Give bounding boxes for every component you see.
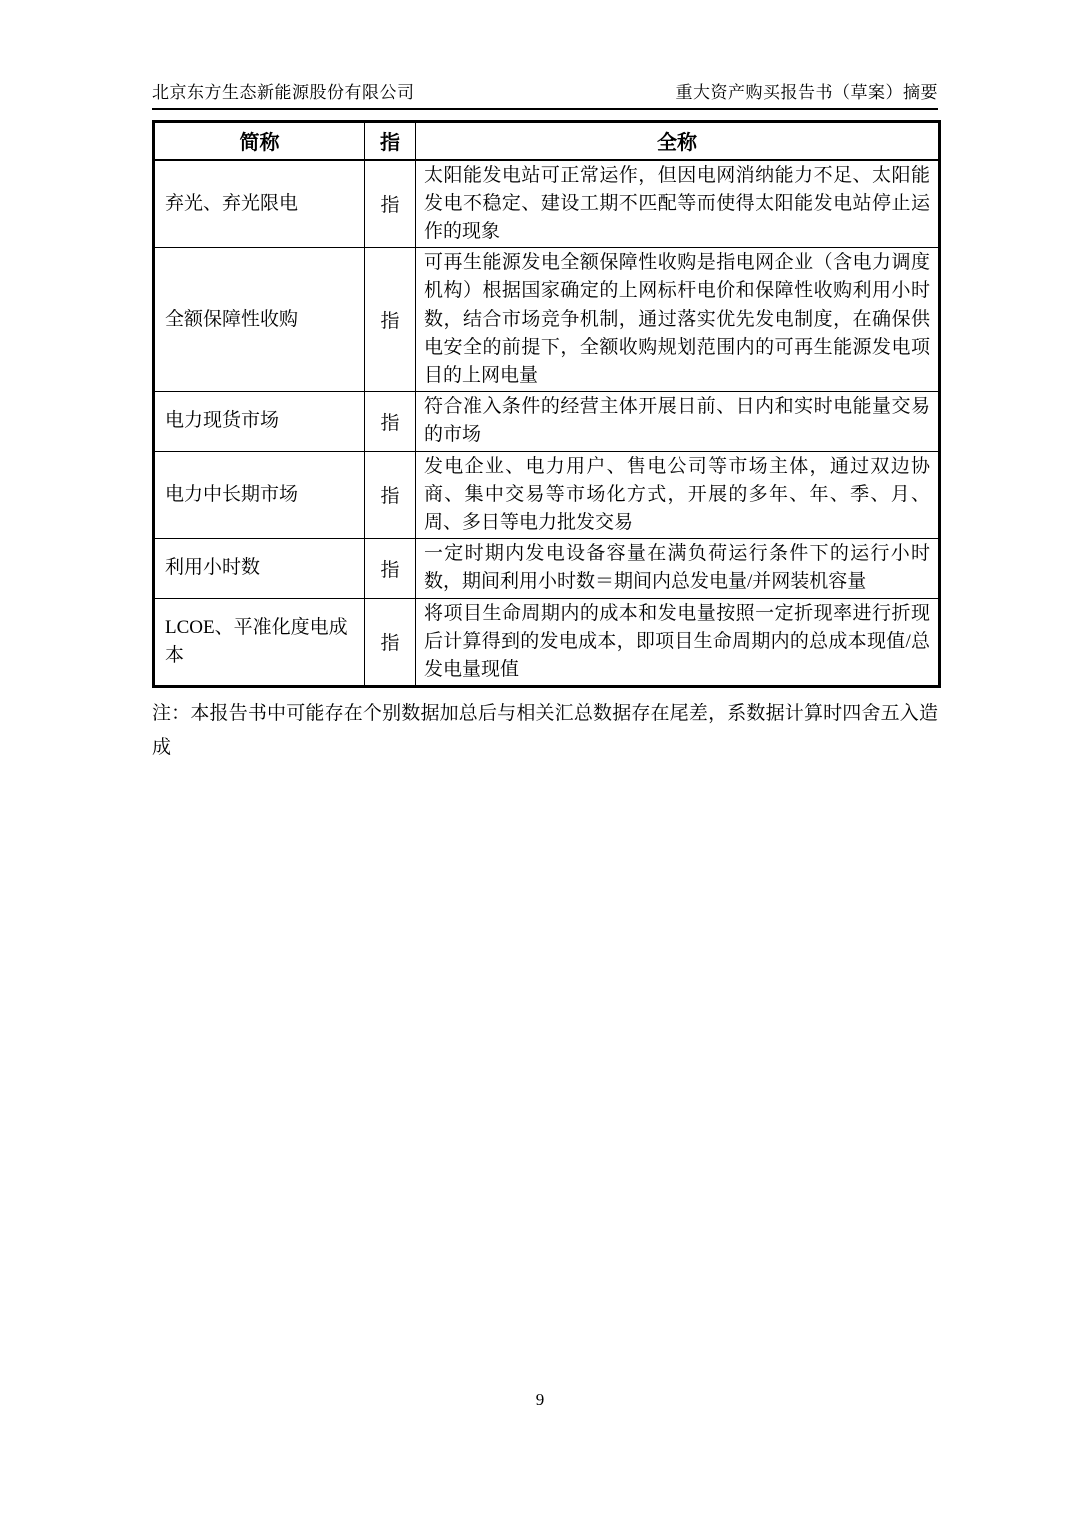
zhi-cell: 指 — [365, 598, 416, 687]
content-area — [152, 78, 938, 765]
definition-cell: 可再生能源发电全额保障性收购是指电网企业（含电力调度机构）根据国家确定的上网标杆电价和保障性收购利用小时数，结合市场竞争机制，通过落实优先发电制度，在确保供电安全的前提下，全额收购规划范围内的可再生能源发电项目的上网电量 — [416, 248, 940, 392]
document-header — [152, 78, 938, 110]
column-header-zhi: 指 — [365, 122, 416, 160]
term-cell: 弃光、弃光限电 — [154, 160, 365, 248]
footnote: 注：本报告书中可能存在个别数据加总后与相关汇总数据存在尾差，系数据计算时四舍五入造成 — [152, 703, 938, 759]
term-cell: 利用小时数 — [154, 539, 365, 598]
term-cell: 电力中长期市场 — [154, 451, 365, 539]
zhi-cell: 指 — [365, 539, 416, 598]
column-header-definition: 全称 — [416, 122, 940, 160]
column-header-term: 简称 — [154, 122, 365, 160]
term-cell: LCOE、平准化度电成本 — [154, 598, 365, 687]
term-cell: 全额保障性收购 — [154, 248, 365, 392]
zhi-cell: 指 — [365, 160, 416, 248]
header-company-name: 北京东方生态新能源股份有限公司 — [152, 83, 415, 102]
table-row — [154, 160, 940, 248]
zhi-cell: 指 — [365, 248, 416, 392]
definition-cell: 一定时期内发电设备容量在满负荷运行条件下的运行小时数，期间利用小时数＝期间内总发电量/并网装机容量 — [416, 539, 940, 598]
term-cell: 电力现货市场 — [154, 392, 365, 451]
zhi-cell: 指 — [365, 451, 416, 539]
definition-cell: 符合准入条件的经营主体开展日前、日内和实时电能量交易的市场 — [416, 392, 940, 451]
table-row — [154, 248, 940, 392]
definitions-table — [152, 120, 941, 688]
definition-cell: 发电企业、电力用户、售电公司等市场主体，通过双边协商、集中交易等市场化方式，开展的多年、年、季、月、周、多日等电力批发交易 — [416, 451, 940, 539]
table-row — [154, 598, 940, 687]
table-row — [154, 451, 940, 539]
table-row — [154, 539, 940, 598]
header-report-title: 重大资产购买报告书（草案）摘要 — [675, 83, 938, 102]
table-row — [154, 392, 940, 451]
definition-cell: 将项目生命周期内的成本和发电量按照一定折现率进行折现后计算得到的发电成本，即项目生命周期内的总成本现值/总发电量现值 — [416, 598, 940, 687]
definition-cell: 太阳能发电站可正常运作，但因电网消纳能力不足、太阳能发电不稳定、建设工期不匹配等而使得太阳能发电站停止运作的现象 — [416, 160, 940, 248]
table-header-row — [154, 122, 940, 160]
zhi-cell: 指 — [365, 392, 416, 451]
page-number: 9 — [535, 1390, 545, 1409]
